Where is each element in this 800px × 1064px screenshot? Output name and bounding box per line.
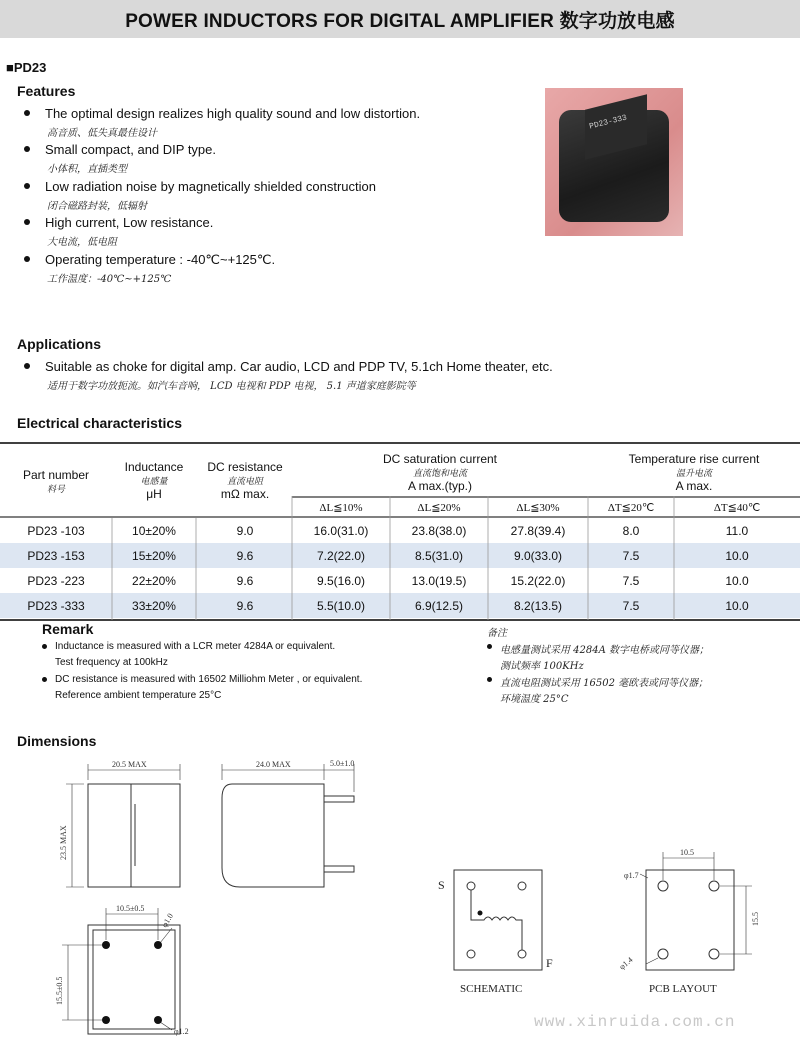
cell-dl10: 7.2(22.0) — [316, 549, 366, 563]
cell-part: PD23 -333 — [27, 599, 85, 613]
pcb-pad — [658, 881, 668, 891]
cell-dt20: 7.5 — [622, 549, 640, 563]
schematic-pad — [518, 950, 526, 958]
cell-inductance: 15±20% — [132, 549, 176, 563]
feature-en: High current, Low resistance. — [45, 215, 214, 230]
bottom-width-label: 10.5±0.5 — [116, 904, 145, 913]
header-dcr-unit: mΩ max. — [220, 487, 270, 501]
coil-path — [471, 890, 522, 950]
feature-en: Small compact, and DIP type. — [45, 142, 217, 157]
cell-dt20: 7.5 — [622, 574, 640, 588]
header-dcr-cn: 直流电阻 — [226, 477, 263, 487]
pcb-outline — [646, 870, 734, 970]
remark-cn-2a: 直流电阻测试采用 16502 毫欧表或同等仪器； — [500, 678, 709, 689]
cell-dl30: 27.8(39.4) — [510, 524, 566, 538]
pcb-pad — [709, 949, 719, 959]
pcb-view — [640, 852, 752, 970]
bullet-icon — [487, 644, 492, 649]
remark-cn-1a: 电感量测试采用 4284A 数字电桥或同等仪器； — [500, 645, 710, 656]
remark-en-2b: Reference ambient temperature 25°C — [55, 690, 222, 701]
cell-dl20: 23.8(38.0) — [411, 524, 467, 538]
side-view — [222, 764, 354, 887]
cell-dcr: 9.0 — [236, 524, 254, 538]
cell-dl20: 6.9(12.5) — [414, 599, 464, 613]
pcb-caption: PCB LAYOUT — [649, 983, 717, 995]
bottom-height-label: 15.5±0.5 — [55, 976, 64, 1005]
bullet-icon — [24, 183, 30, 189]
cell-dl20: 13.0(19.5) — [411, 574, 467, 588]
pcb-pad — [658, 949, 668, 959]
cell-dcr: 9.6 — [236, 574, 254, 588]
feature-en: The optimal design realizes high quality sound and low distortion. — [45, 106, 421, 121]
remark-heading: Remark — [42, 621, 94, 637]
remark-cn-2b: 环境温度 25°C — [500, 694, 569, 705]
subheader-dl10: ΔL≦10% — [319, 502, 363, 514]
remark-cn-heading: 备注 — [487, 628, 507, 639]
subheader-dl30: ΔL≦30% — [516, 502, 560, 514]
schematic-pad — [518, 882, 526, 890]
pcb-height-label: 15.5 — [751, 912, 760, 926]
feature-cn: 小体积，直插类型 — [47, 164, 127, 175]
bottom-pin — [102, 941, 110, 949]
feature-cn: 闭合磁路封装，低辐射 — [47, 201, 147, 212]
schematic-pad — [467, 882, 475, 890]
subheader-dt20: ΔT≦20℃ — [607, 502, 655, 514]
product-photo — [545, 88, 683, 236]
cell-dt40: 10.0 — [725, 549, 749, 563]
header-part — [0, 468, 112, 495]
cell-part: PD23 -103 — [27, 524, 85, 538]
electrical-heading: Electrical characteristics — [17, 415, 182, 431]
pcb-width-label: 10.5 — [680, 848, 694, 857]
title-bar — [0, 0, 800, 38]
header-ind-unit: μH — [146, 487, 162, 501]
cell-dl30: 9.0(33.0) — [513, 549, 563, 563]
schematic-dot — [478, 911, 483, 916]
bottom-outline — [88, 925, 180, 1034]
header-sat-unit: A max.(typ.) — [407, 479, 472, 493]
header-part-en: Part number — [22, 468, 90, 482]
cell-dt20: 8.0 — [622, 524, 640, 538]
cell-inductance: 22±20% — [132, 574, 176, 588]
header-sat-en: DC saturation current — [382, 452, 498, 466]
part-heading: ■PD23 — [6, 60, 47, 75]
header-temp-cn: 温升电流 — [675, 469, 712, 479]
side-pin-top — [324, 796, 354, 802]
feature-cn: 工作温度：-40℃~+125℃ — [47, 274, 172, 285]
photo-label: PD23-333 — [588, 113, 628, 132]
cell-part: PD23 -223 — [27, 574, 85, 588]
bottom-d2-label: φ1.2 — [174, 1027, 189, 1036]
front-height-label: 23.5 MAX — [59, 825, 68, 860]
applications-en: Suitable as choke for digital amp. Car audio, LCD and PDP TV, 5.1ch Home theater, etc. — [45, 359, 553, 374]
schematic-f-label: F — [546, 956, 553, 970]
cell-dt40: 10.0 — [725, 599, 749, 613]
cell-inductance: 33±20% — [132, 599, 176, 613]
header-inductance — [112, 460, 196, 501]
header-ind-en: Inductance — [124, 460, 184, 474]
cell-dl10: 5.5(10.0) — [316, 599, 366, 613]
cell-part: PD23 -153 — [27, 549, 85, 563]
schematic-s-label: S — [438, 878, 445, 892]
cell-dcr: 9.6 — [236, 549, 254, 563]
front-outline — [88, 784, 180, 887]
cell-dl10: 9.5(16.0) — [316, 574, 366, 588]
header-dcr-en: DC resistance — [207, 460, 283, 474]
header-part-cn: 料号 — [46, 485, 65, 495]
bullet-icon — [24, 110, 30, 116]
subheader-dl20: ΔL≦20% — [417, 502, 461, 514]
feature-en: Operating temperature : -40℃~+125℃. — [45, 252, 276, 267]
bullet-icon — [42, 677, 47, 682]
side-width-label: 24.0 MAX — [256, 760, 291, 769]
schematic-caption: SCHEMATIC — [460, 983, 523, 995]
cell-dl10: 16.0(31.0) — [313, 524, 369, 538]
bullet-icon — [24, 219, 30, 225]
schematic-pad — [467, 950, 475, 958]
applications-heading: Applications — [17, 336, 102, 352]
page-title: POWER INDUCTORS FOR DIGITAL AMPLIFIER 数字功放电感 — [125, 10, 675, 32]
cell-dt40: 11.0 — [725, 524, 749, 538]
header-temp-unit: A max. — [675, 479, 713, 493]
schematic-view — [454, 870, 542, 970]
cell-dt40: 10.0 — [725, 574, 749, 588]
bullet-icon — [24, 256, 30, 262]
remark-en-1b: Test frequency at 100kHz — [55, 657, 168, 668]
cell-dl20: 8.5(31.0) — [414, 549, 464, 563]
dimensions-heading: Dimensions — [17, 733, 97, 749]
pcb-d1-label: φ1.7 — [624, 871, 639, 880]
bullet-icon — [24, 146, 30, 152]
feature-cn: 大电流，低电阻 — [47, 237, 117, 248]
bullet-icon — [42, 644, 47, 649]
header-temperature — [588, 452, 800, 493]
cell-dl30: 8.2(13.5) — [513, 599, 563, 613]
bottom-d1-label: φ1.0 — [159, 911, 176, 929]
leader-line — [640, 874, 648, 878]
pcb-pad — [709, 881, 719, 891]
header-dcr — [196, 460, 294, 501]
spec-table-grid — [0, 496, 800, 620]
features-heading: Features — [17, 83, 76, 99]
pcb-d2-label: φ1.4 — [617, 955, 635, 972]
front-view — [66, 764, 180, 887]
bullet-icon — [24, 363, 30, 369]
side-pin-label: 5.0±1.0 — [330, 759, 355, 768]
header-sat-cn: 直流饱和电流 — [412, 469, 467, 479]
front-width-label: 20.5 MAX — [112, 760, 147, 769]
cell-dl30: 15.2(22.0) — [510, 574, 566, 588]
side-outline — [222, 784, 324, 887]
remark-en-1a: Inductance is measured with a LCR meter 4284A or equivalent. — [55, 641, 336, 652]
bottom-pin — [154, 1016, 162, 1024]
header-ind-cn: 电感量 — [140, 477, 168, 487]
cell-dcr: 9.6 — [236, 599, 254, 613]
cell-dt20: 7.5 — [622, 599, 640, 613]
cell-inductance: 10±20% — [132, 524, 176, 538]
remark-cn-1b: 测试频率 100KHz — [500, 661, 584, 672]
watermark: www.xinruida.com.cn — [534, 1013, 736, 1031]
leader-line — [646, 958, 658, 964]
header-saturation — [292, 452, 588, 493]
feature-cn: 高音质、低失真最佳设计 — [47, 128, 157, 139]
side-pin-bottom — [324, 866, 354, 872]
bottom-pin — [154, 941, 162, 949]
remark-en-2a: DC resistance is measured with 16502 Milliohm Meter , or equivalent. — [55, 674, 363, 685]
bottom-pin — [102, 1016, 110, 1024]
feature-en: Low radiation noise by magnetically shielded construction — [45, 179, 376, 194]
bullet-icon — [487, 677, 492, 682]
subheader-dt40: ΔT≦40℃ — [713, 502, 761, 514]
applications-cn: 适用于数字功放扼流。如汽车音响， LCD 电视和 PDP 电视， 5.1 声道家庭影院等 — [47, 381, 416, 392]
header-temp-en: Temperature rise current — [628, 452, 760, 466]
